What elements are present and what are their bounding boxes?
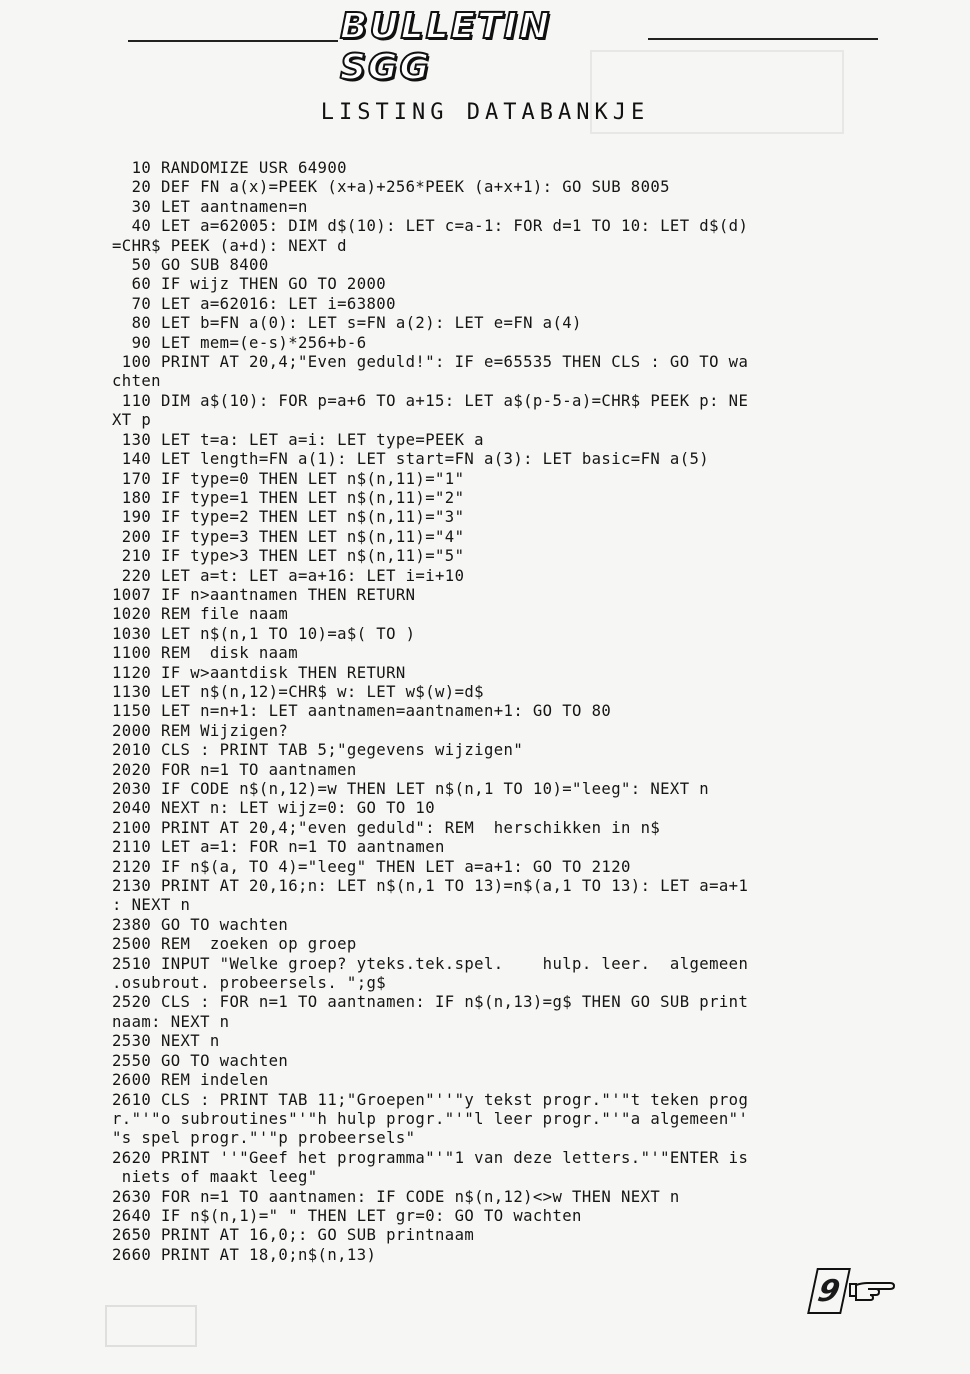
code-line: 2550 GO TO wachten [112, 1051, 289, 1070]
code-line: 2620 PRINT ''"Geef het programma"'"1 van deze letters."'"ENTER is [112, 1148, 749, 1167]
header-rule-right [648, 38, 878, 40]
code-line: 1100 REM disk naam [112, 644, 298, 663]
masthead-text: BULLETIN SGG [340, 6, 552, 88]
code-line: 2630 FOR n=1 TO aantnamen: IF CODE n$(n,12)<>w THEN NEXT n [112, 1187, 680, 1206]
code-line: r."'"o subroutines"'"h hulp progr."'"l leer progr."'"a algemeen"' [112, 1109, 749, 1128]
code-line: 110 DIM a$(10): FOR p=a+6 TO a+15: LET a$(p-5-a)=CHR$ PEEK p: NE [112, 391, 749, 410]
code-line: 2510 INPUT "Welke groep? yteks.tek.spel. hulp. leer. algemeen [112, 954, 749, 973]
code-line: 220 LET a=t: LET a=a+16: LET i=i+10 [112, 566, 465, 585]
code-line: "s spel progr."'"p probeersels" [112, 1129, 416, 1148]
code-line: =CHR$ PEEK (a+d): NEXT d [112, 236, 347, 255]
code-line: naam: NEXT n [112, 1012, 230, 1031]
code-line: 2500 REM zoeken op groep [112, 935, 357, 954]
code-line: 1030 LET n$(n,1 TO 10)=a$( TO ) [112, 624, 416, 643]
code-line: 2010 CLS : PRINT TAB 5;"gegevens wijzigen" [112, 741, 524, 760]
code-line: 180 IF type=1 THEN LET n$(n,11)="2" [112, 488, 465, 507]
code-line: 30 LET aantnamen=n [112, 197, 308, 216]
code-line: 40 LET a=62005: DIM d$(10): LET c=a-1: FOR d=1 TO 10: LET d$(d) [112, 217, 749, 236]
code-line: 2660 PRINT AT 18,0;n$(n,13) [112, 1245, 377, 1264]
code-listing [112, 159, 872, 1265]
code-line: 90 LET mem=(e-s)*256+b-6 [112, 333, 367, 352]
header-rule-left [128, 40, 338, 42]
code-line: 190 IF type=2 THEN LET n$(n,11)="3" [112, 508, 465, 527]
page-number [807, 1268, 851, 1314]
page-title: LISTING DATABANKJE [320, 100, 650, 125]
code-line: 20 DEF FN a(x)=PEEK (x+a)+256*PEEK (a+x+1): GO SUB 8005 [112, 178, 670, 197]
code-line: 1130 LET n$(n,12)=CHR$ w: LET w$(w)=d$ [112, 682, 484, 701]
code-line: : NEXT n [112, 896, 191, 915]
code-line: 80 LET b=FN a(0): LET s=FN a(2): LET e=FN a(4) [112, 314, 582, 333]
code-line: 140 LET length=FN a(1): LET start=FN a(3): LET basic=FN a(5) [112, 450, 710, 469]
pointing-hand-icon [848, 1276, 896, 1302]
code-line: 1020 REM file naam [112, 605, 289, 624]
code-line: 2520 CLS : FOR n=1 TO aantnamen: IF n$(n,13)=g$ THEN GO SUB print [112, 993, 749, 1012]
code-line: 1120 IF w>aantdisk THEN RETURN [112, 663, 406, 682]
faint-corner-logo [96, 1296, 206, 1356]
code-line: 2130 PRINT AT 20,16;n: LET n$(n,1 TO 13)=n$(a,1 TO 13): LET a=a+1 [112, 877, 749, 896]
code-line: 1150 LET n=n+1: LET aantnamen=aantnamen+1: GO TO 80 [112, 702, 612, 721]
code-line: 2380 GO TO wachten [112, 915, 289, 934]
code-line: 200 IF type=3 THEN LET n$(n,11)="4" [112, 527, 465, 546]
code-line: 210 IF type>3 THEN LET n$(n,11)="5" [112, 547, 465, 566]
code-line: 50 GO SUB 8400 [112, 256, 269, 275]
code-line: 2110 LET a=1: FOR n=1 TO aantnamen [112, 838, 445, 857]
code-line: 2030 IF CODE n$(n,12)=w THEN LET n$(n,1 TO 10)="leeg": NEXT n [112, 780, 710, 798]
code-line: XT p [112, 411, 152, 430]
code-line: 2100 PRINT AT 20,4;"even geduld": REM herschikken in n$ [112, 818, 661, 837]
code-line: 2020 FOR n=1 TO aantnamen [112, 760, 357, 779]
code-line: 170 IF type=0 THEN LET n$(n,11)="1" [112, 469, 465, 488]
code-line: 1007 IF n>aantnamen THEN RETURN [112, 585, 416, 604]
code-line: 2040 NEXT n: LET wijz=0: GO TO 10 [112, 799, 436, 818]
code-line: 2640 IF n$(n,1)=" " THEN LET gr=0: GO TO wachten [112, 1206, 582, 1225]
code-line: 70 LET a=62016: LET i=63800 [112, 294, 396, 313]
code-line: niets of maakt leeg" [112, 1168, 318, 1187]
code-line: chten [112, 372, 161, 391]
code-line: 2610 CLS : PRINT TAB 11;"Groepen"''"y tekst progr."'"t teken prog [112, 1090, 749, 1109]
page-number-text: 9 [814, 1273, 844, 1309]
code-line: 2650 PRINT AT 16,0;: GO SUB printnaam [112, 1226, 475, 1245]
code-line: 10 RANDOMIZE USR 64900 [112, 159, 347, 177]
code-line: 100 PRINT AT 20,4;"Even geduld!": IF e=65535 THEN CLS : GO TO wa [112, 353, 749, 372]
code-line: 2600 REM indelen [112, 1071, 269, 1090]
code-line: .osubrout. probeersels. ";g$ [112, 974, 387, 993]
code-line: 60 IF wijz THEN GO TO 2000 [112, 275, 387, 294]
code-line: 2120 IF n$(a, TO 4)="leeg" THEN LET a=a+1: GO TO 2120 [112, 857, 631, 876]
masthead-logo [340, 6, 646, 88]
code-line: 2530 NEXT n [112, 1032, 220, 1051]
code-line: 130 LET t=a: LET a=i: LET type=PEEK a [112, 430, 484, 449]
code-line: 2000 REM Wijzigen? [112, 721, 289, 740]
